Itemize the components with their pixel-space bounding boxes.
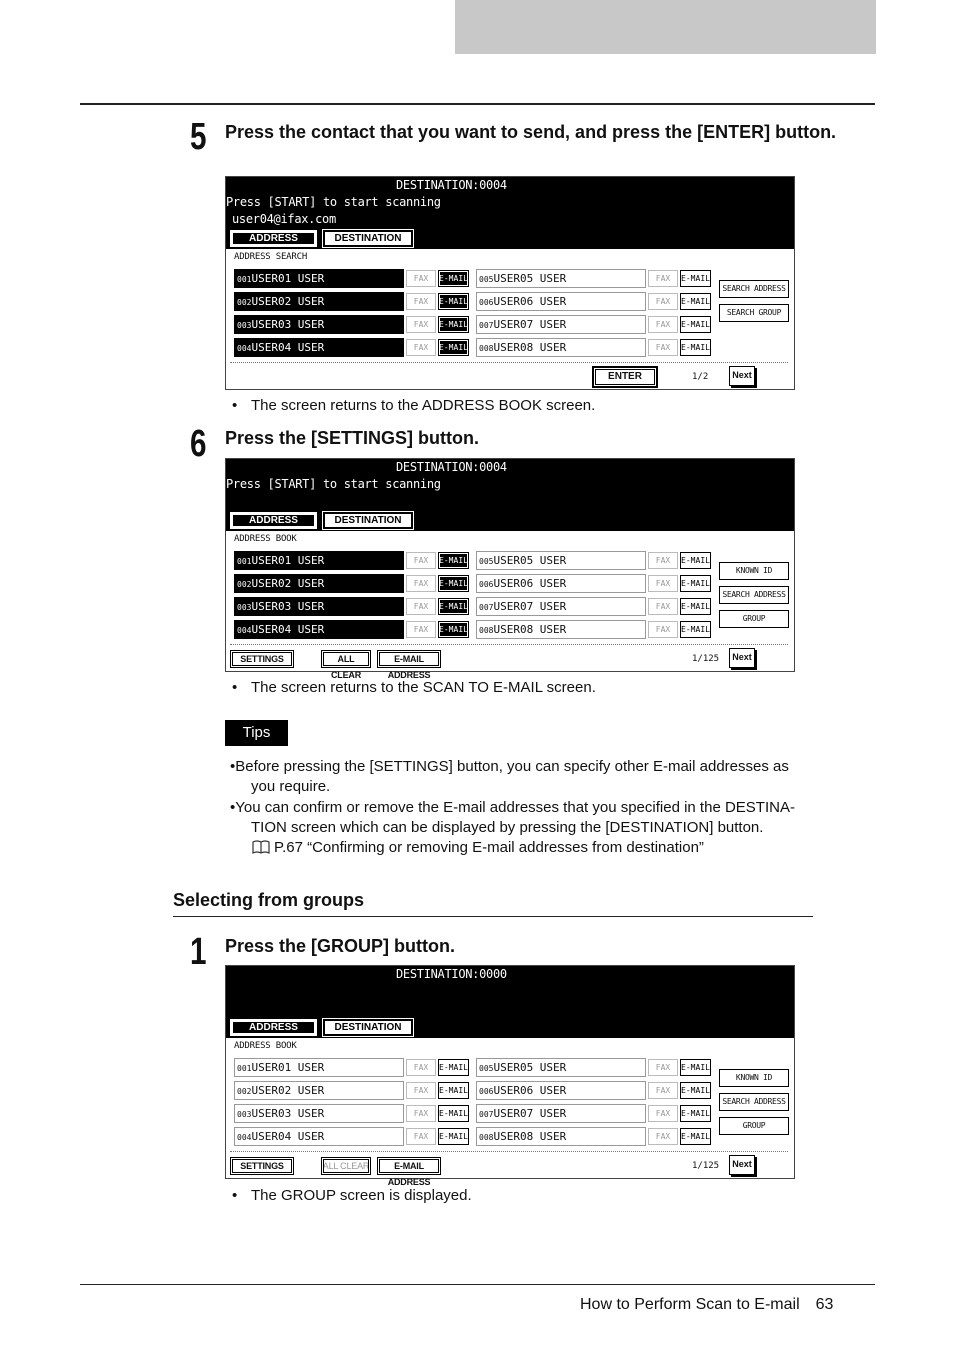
step-note-text: The screen returns to the SCAN TO E-MAIL screen. [251, 679, 596, 696]
fax-button[interactable]: FAX [406, 1105, 436, 1122]
email-button[interactable]: E-MAIL [438, 575, 469, 592]
header-bar [455, 0, 876, 54]
reference-link[interactable] [252, 838, 704, 860]
email-button[interactable]: E-MAIL [438, 1059, 469, 1076]
bullet-dot: • [232, 679, 238, 696]
page-number: 63 [815, 1296, 834, 1313]
contact-name: USER04 USER [251, 623, 325, 636]
contact-name: USER07 USER [493, 318, 567, 331]
fax-button[interactable]: FAX [406, 598, 436, 615]
fax-button[interactable]: FAX [648, 575, 678, 592]
contact-number: 001 [237, 275, 252, 284]
address-entry [476, 1104, 712, 1123]
email-button[interactable]: E-MAIL [680, 316, 711, 333]
contact-number: 002 [237, 1087, 252, 1096]
contact-name: USER07 USER [493, 1107, 567, 1120]
email-button[interactable]: E-MAIL [438, 1128, 469, 1145]
address-book-panel [225, 458, 795, 680]
footer [580, 1296, 833, 1314]
tip-item [230, 798, 870, 838]
fax-button[interactable]: FAX [406, 293, 436, 310]
contact-button[interactable] [234, 597, 404, 616]
tab-destination[interactable]: DESTINATION [323, 1019, 413, 1036]
tip-text-continued: you require. [251, 778, 331, 795]
fax-button[interactable]: FAX [406, 316, 436, 333]
fax-button[interactable]: FAX [648, 270, 678, 287]
tip-item [230, 757, 870, 797]
email-button[interactable]: E-MAIL [680, 598, 711, 615]
tab-destination[interactable]: DESTINATION [323, 512, 413, 529]
section-rule [173, 916, 813, 917]
mode-label: ADDRESS BOOK [234, 534, 297, 544]
fax-button[interactable]: FAX [648, 621, 678, 638]
side-button[interactable]: SEARCH ADDRESS [719, 586, 789, 604]
contact-button[interactable] [476, 574, 646, 593]
contact-number: 004 [237, 344, 252, 353]
address-book-panel [225, 965, 795, 1187]
fax-button[interactable]: FAX [648, 552, 678, 569]
dotted-divider [230, 644, 788, 645]
contact-name: USER06 USER [493, 295, 567, 308]
top-rule [80, 103, 875, 105]
contact-button[interactable] [476, 292, 646, 311]
step-note-text: The GROUP screen is displayed. [251, 1187, 472, 1204]
address-search-panel [225, 176, 795, 390]
address-entry [234, 1081, 470, 1100]
address-entry [476, 315, 712, 334]
address-entry [234, 1127, 470, 1146]
contact-number: 008 [479, 626, 494, 635]
contact-number: 001 [237, 1064, 252, 1073]
contact-number: 005 [479, 275, 494, 284]
lcd-display [226, 177, 794, 249]
address-entry [476, 551, 712, 570]
fax-button[interactable]: FAX [406, 1082, 436, 1099]
contact-number: 003 [237, 1110, 252, 1119]
lcd-display [226, 459, 794, 531]
step-number: 5 [190, 116, 207, 158]
step-note [232, 678, 596, 698]
address-entry [234, 1104, 470, 1123]
contact-name: USER02 USER [251, 295, 325, 308]
fax-button[interactable]: FAX [406, 575, 436, 592]
address-entry [476, 1127, 712, 1146]
email-button[interactable]: E-MAIL [680, 1128, 711, 1145]
address-entry [476, 620, 712, 639]
contact-number: 003 [237, 603, 252, 612]
email-button[interactable]: E-MAIL [680, 293, 711, 310]
contact-number: 001 [237, 557, 252, 566]
contact-name: USER03 USER [251, 318, 325, 331]
address-entry [476, 292, 712, 311]
contact-name: USER08 USER [493, 623, 567, 636]
email-button[interactable]: E-MAIL [680, 339, 711, 356]
contact-button[interactable] [476, 620, 646, 639]
dotted-divider [230, 362, 788, 363]
side-button[interactable]: KNOWN ID [719, 1069, 789, 1087]
address-entry [476, 597, 712, 616]
bottom-button[interactable]: SETTINGS [230, 650, 294, 668]
email-button[interactable]: E-MAIL [438, 339, 469, 356]
fax-button[interactable]: FAX [406, 270, 436, 287]
contact-button[interactable] [234, 269, 404, 288]
tip-text: •Before pressing the [SETTINGS] button, you can specify other E-mail addresses as [230, 758, 789, 775]
contact-name: USER03 USER [251, 1107, 325, 1120]
email-button[interactable]: E-MAIL [438, 552, 469, 569]
email-button[interactable]: E-MAIL [680, 575, 711, 592]
email-button[interactable]: E-MAIL [680, 270, 711, 287]
next-button[interactable]: Next [729, 648, 755, 668]
address-entry [234, 1058, 470, 1077]
contact-name: USER06 USER [493, 577, 567, 590]
contact-name: USER01 USER [251, 554, 325, 567]
fax-button[interactable]: FAX [648, 316, 678, 333]
contact-number: 008 [479, 344, 494, 353]
email-button[interactable]: E-MAIL [680, 1082, 711, 1099]
contact-number: 006 [479, 298, 494, 307]
contact-name: USER05 USER [493, 1061, 567, 1074]
contact-number: 003 [237, 321, 252, 330]
address-entry [476, 1081, 712, 1100]
side-button[interactable]: GROUP [719, 1117, 789, 1135]
contact-name: USER01 USER [251, 272, 325, 285]
contact-button[interactable] [476, 1081, 646, 1100]
contact-number: 002 [237, 580, 252, 589]
contact-button[interactable] [234, 1058, 404, 1077]
contact-name: USER08 USER [493, 341, 567, 354]
book-icon [252, 840, 270, 860]
email-button[interactable]: E-MAIL [438, 270, 469, 287]
contact-name: USER02 USER [251, 577, 325, 590]
side-button[interactable]: SEARCH ADDRESS [719, 1093, 789, 1111]
email-button[interactable]: E-MAIL [438, 1105, 469, 1122]
bottom-button[interactable]: SETTINGS [230, 1157, 294, 1175]
contact-number: 007 [479, 603, 494, 612]
side-button[interactable]: SEARCH ADDRESS [719, 280, 789, 298]
address-entry [234, 551, 470, 570]
enter-button[interactable]: ENTER [592, 366, 658, 388]
contact-number: 006 [479, 580, 494, 589]
tips-label: Tips [225, 720, 288, 746]
bottom-button[interactable]: ALL CLEAR [321, 1157, 371, 1175]
contact-name: USER01 USER [251, 1061, 325, 1074]
contact-name: USER04 USER [251, 341, 325, 354]
contact-name: USER08 USER [493, 1130, 567, 1143]
fax-button[interactable]: FAX [648, 598, 678, 615]
fax-button[interactable]: FAX [648, 1059, 678, 1076]
address-entry [234, 597, 470, 616]
contact-button[interactable] [234, 338, 404, 357]
step-note [232, 1186, 472, 1206]
contact-button[interactable] [234, 574, 404, 593]
contact-number: 004 [237, 1133, 252, 1142]
side-button[interactable]: GROUP [719, 610, 789, 628]
fax-button[interactable]: FAX [648, 1082, 678, 1099]
section-title: Selecting from groups [173, 890, 365, 910]
address-entry [234, 292, 470, 311]
fax-button[interactable]: FAX [406, 621, 436, 638]
contact-number: 004 [237, 626, 252, 635]
contact-button[interactable] [234, 315, 404, 334]
bottom-button[interactable]: ALL CLEAR [321, 650, 371, 668]
bullet-dot: • [232, 1187, 238, 1204]
contact-name: USER05 USER [493, 272, 567, 285]
contact-name: USER06 USER [493, 1084, 567, 1097]
contact-button[interactable] [234, 1104, 404, 1123]
tab-destination[interactable]: DESTINATION [323, 230, 413, 247]
tab-address[interactable]: ADDRESS [230, 230, 317, 247]
next-button[interactable]: Next [729, 366, 755, 386]
destination-count: DESTINATION:0004 [396, 460, 507, 474]
address-entry [476, 269, 712, 288]
contact-button[interactable] [476, 1104, 646, 1123]
bullet-dot: • [232, 397, 238, 414]
fax-button[interactable]: FAX [406, 552, 436, 569]
contact-name: USER04 USER [251, 1130, 325, 1143]
step-note-text: The screen returns to the ADDRESS BOOK screen. [251, 397, 596, 414]
email-button[interactable]: E-MAIL [438, 621, 469, 638]
email-button[interactable]: E-MAIL [438, 293, 469, 310]
fax-button[interactable]: FAX [406, 339, 436, 356]
contact-button[interactable] [476, 315, 646, 334]
address-entry [234, 620, 470, 639]
step-note [232, 396, 595, 416]
contact-name: USER03 USER [251, 600, 325, 613]
next-button[interactable]: Next [729, 1155, 755, 1175]
tip-text-continued: TION screen which can be displayed by pressing the [DESTINATION] button. [251, 819, 764, 836]
step-number: 6 [190, 423, 207, 465]
email-button[interactable]: E-MAIL [680, 621, 711, 638]
side-button[interactable]: SEARCH GROUP [719, 304, 789, 322]
address-entry [234, 269, 470, 288]
email-button[interactable]: E-MAIL [680, 552, 711, 569]
address-entry [476, 574, 712, 593]
email-button[interactable]: E-MAIL [438, 316, 469, 333]
fax-button[interactable]: FAX [648, 293, 678, 310]
contact-button[interactable] [234, 292, 404, 311]
mode-label: ADDRESS BOOK [234, 1041, 297, 1051]
contact-number: 007 [479, 321, 494, 330]
contact-number: 007 [479, 1110, 494, 1119]
contact-number: 005 [479, 1064, 494, 1073]
step-instruction: Press the [SETTINGS] button. [225, 428, 480, 448]
fax-button[interactable]: FAX [648, 1128, 678, 1145]
contact-button[interactable] [234, 551, 404, 570]
footer-title: How to Perform Scan to E-mail [580, 1296, 800, 1313]
reference-text: P.67 “Confirming or removing E-mail addresses from destination” [274, 839, 704, 856]
step-number: 1 [190, 931, 207, 973]
contact-button[interactable] [476, 597, 646, 616]
contact-name: USER07 USER [493, 600, 567, 613]
tab-address[interactable]: ADDRESS [230, 512, 317, 529]
fax-button[interactable]: FAX [648, 1105, 678, 1122]
address-entry [476, 338, 712, 357]
bottom-rule [80, 1284, 875, 1285]
selected-email: user04@ifax.com [232, 212, 336, 226]
contact-name: USER05 USER [493, 554, 567, 567]
address-entry [234, 574, 470, 593]
status-message: Press [START] to start scanning [226, 195, 441, 209]
bottom-button[interactable]: E-MAIL ADDRESS [377, 1157, 441, 1175]
fax-button[interactable]: FAX [406, 1059, 436, 1076]
contact-button[interactable] [476, 551, 646, 570]
contact-button[interactable] [234, 1081, 404, 1100]
email-button[interactable]: E-MAIL [438, 1082, 469, 1099]
contact-name: USER02 USER [251, 1084, 325, 1097]
page-indicator: 1/2 [692, 372, 709, 382]
address-entry [234, 315, 470, 334]
tab-address[interactable]: ADDRESS [230, 1019, 317, 1036]
address-entry [476, 1058, 712, 1077]
contact-number: 005 [479, 557, 494, 566]
destination-count: DESTINATION:0004 [396, 178, 507, 192]
tip-text: •You can confirm or remove the E-mail addresses that you specified in the DESTINA- [230, 799, 795, 816]
fax-button[interactable]: FAX [648, 339, 678, 356]
contact-button[interactable] [476, 269, 646, 288]
lcd-display [226, 966, 794, 1038]
destination-count: DESTINATION:0000 [396, 967, 507, 981]
dotted-divider [230, 1151, 788, 1152]
contact-number: 002 [237, 298, 252, 307]
page-indicator: 1/125 [692, 1161, 720, 1171]
contact-button[interactable] [476, 338, 646, 357]
fax-button[interactable]: FAX [406, 1128, 436, 1145]
email-button[interactable]: E-MAIL [438, 598, 469, 615]
contact-button[interactable] [476, 1058, 646, 1077]
contact-button[interactable] [476, 1127, 646, 1146]
contact-number: 008 [479, 1133, 494, 1142]
step-instruction: Press the contact that you want to send, and press the [ENTER] button. [225, 122, 837, 142]
side-button[interactable]: KNOWN ID [719, 562, 789, 580]
status-message: Press [START] to start scanning [226, 477, 441, 491]
email-button[interactable]: E-MAIL [680, 1105, 711, 1122]
bottom-button[interactable]: E-MAIL ADDRESS [377, 650, 441, 668]
mode-label: ADDRESS SEARCH [234, 252, 308, 262]
contact-button[interactable] [234, 1127, 404, 1146]
step-instruction: Press the [GROUP] button. [225, 936, 456, 956]
address-entry [234, 338, 470, 357]
email-button[interactable]: E-MAIL [680, 1059, 711, 1076]
page-indicator: 1/125 [692, 654, 720, 664]
contact-number: 006 [479, 1087, 494, 1096]
contact-button[interactable] [234, 620, 404, 639]
